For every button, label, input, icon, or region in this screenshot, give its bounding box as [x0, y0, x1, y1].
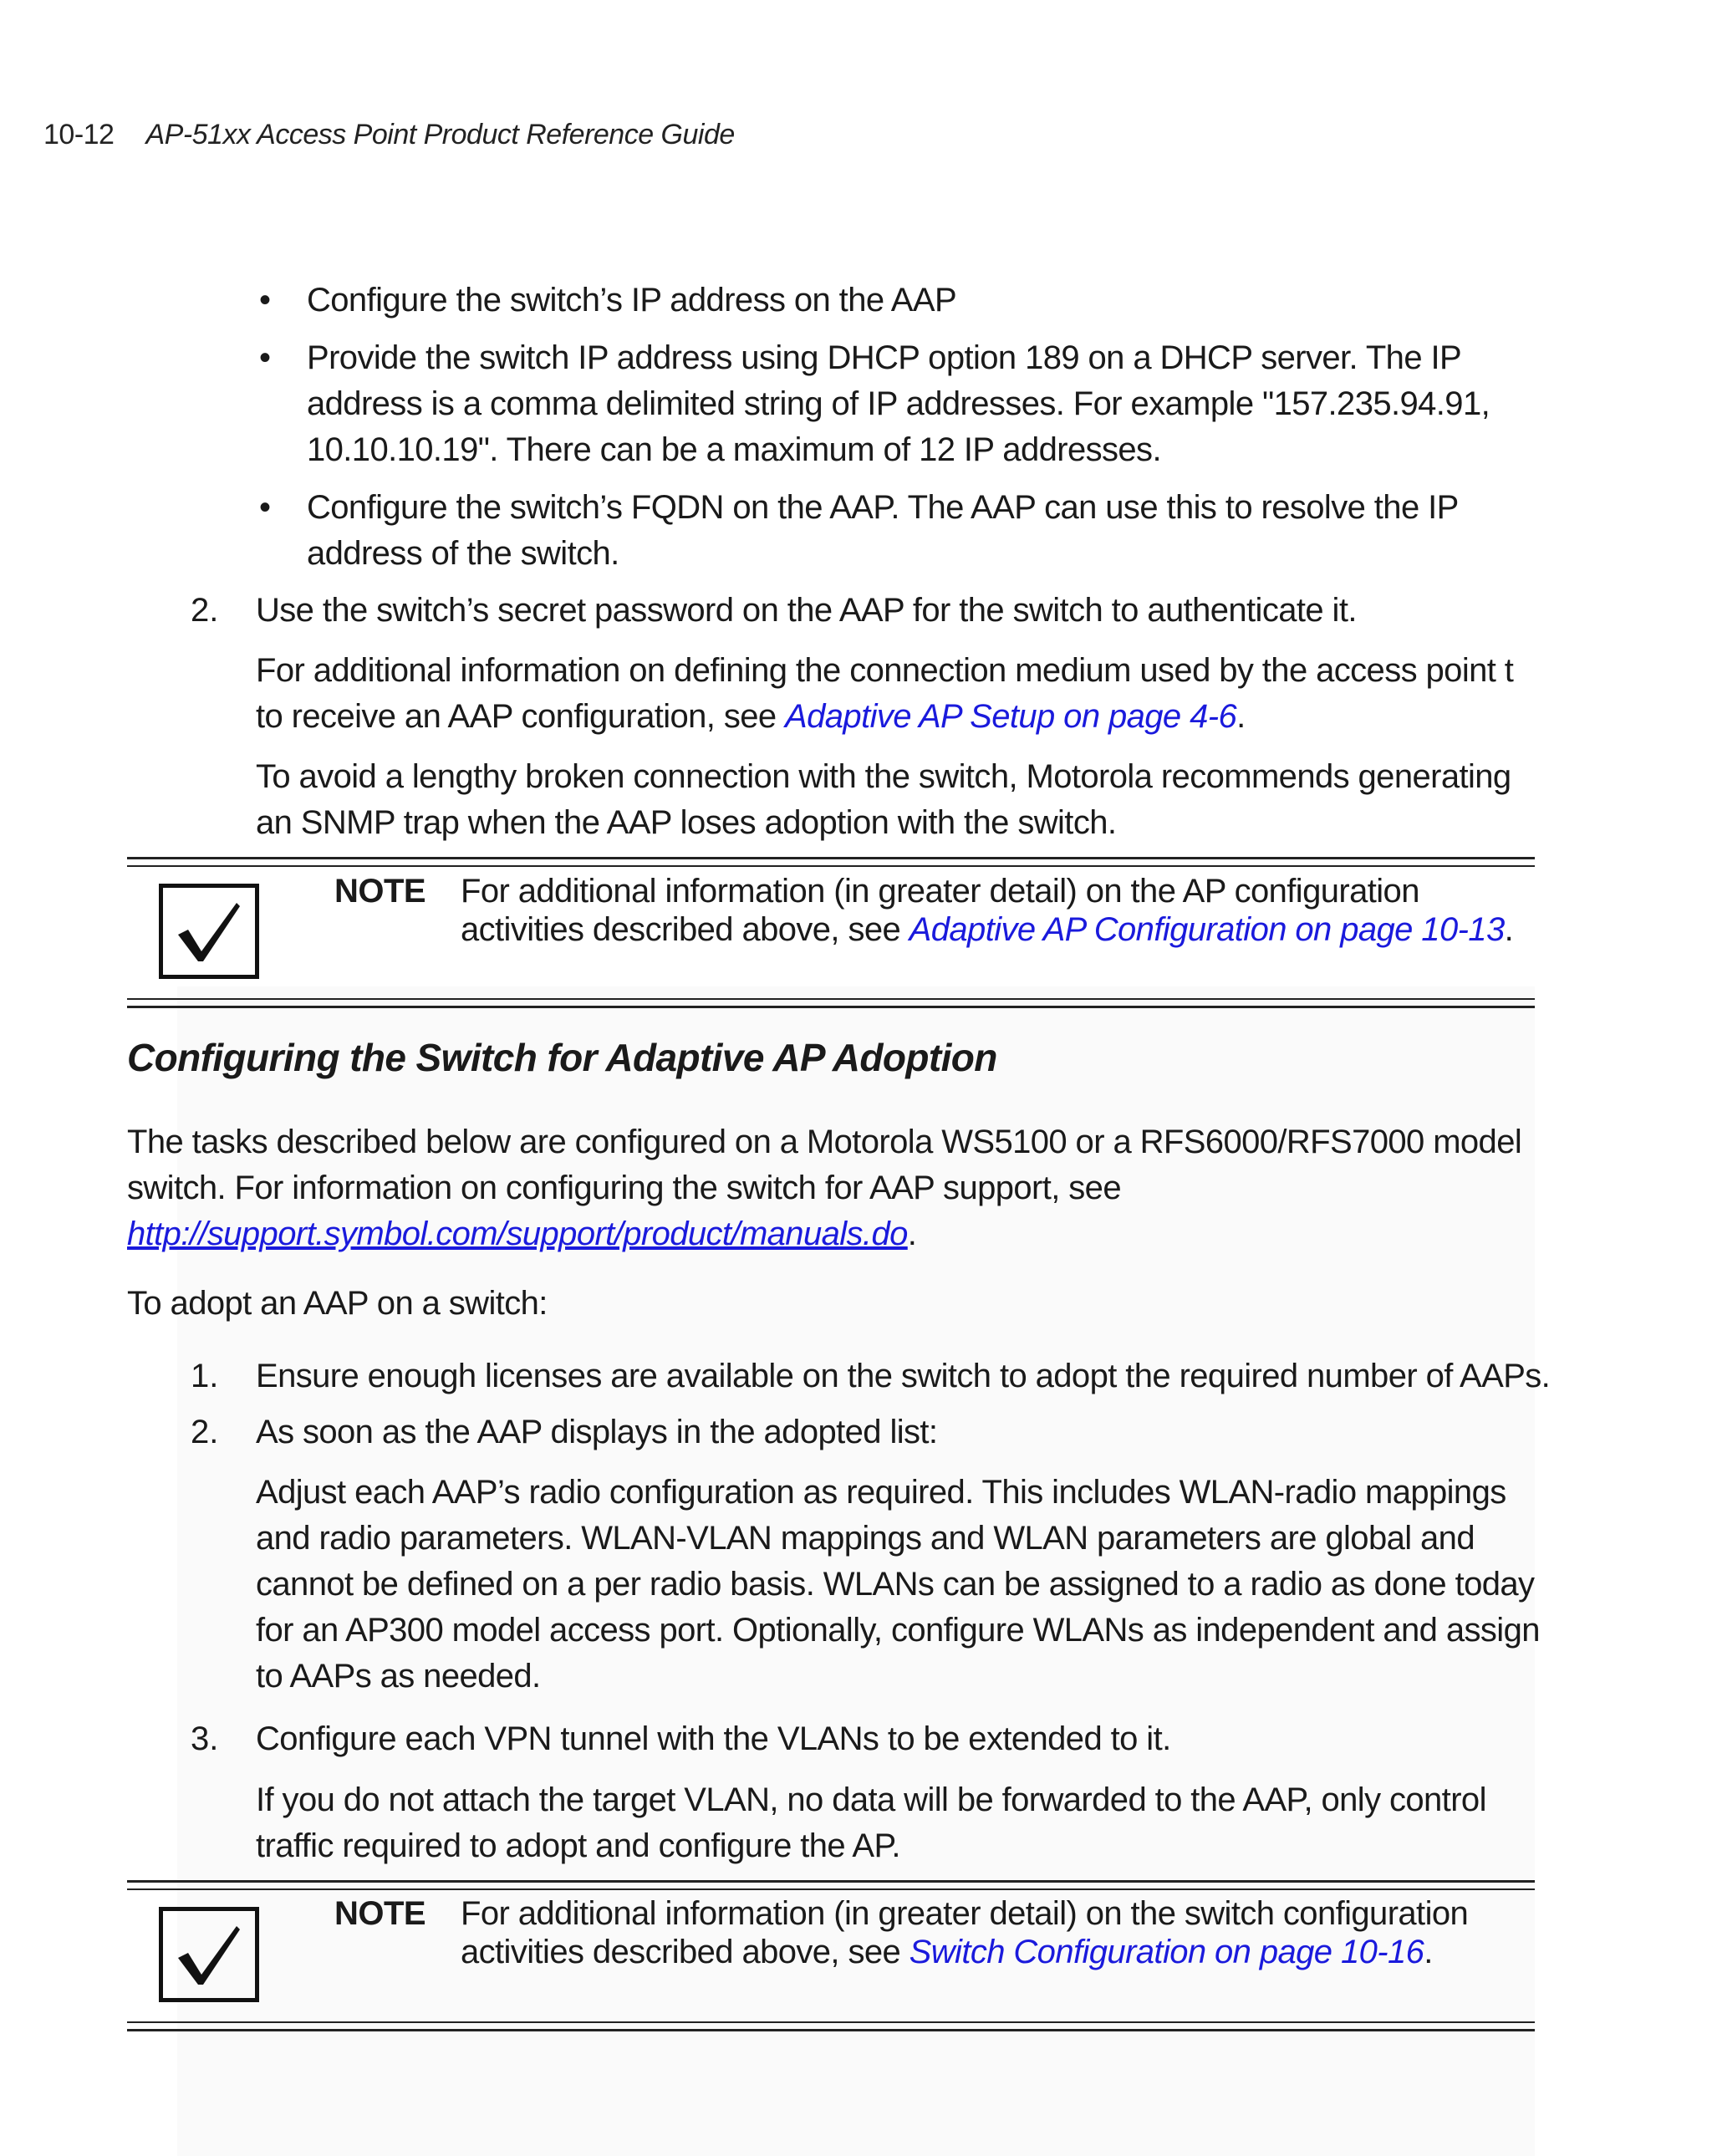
bullet-item: Configure the switch’s IP address on the AAP [307, 282, 957, 319]
note-rule-top [127, 857, 1535, 859]
bullet-dot: • [259, 282, 272, 319]
link-adaptive-ap-setup[interactable]: Adaptive AP Setup on page 4-6 [785, 698, 1237, 735]
link-adaptive-ap-configuration[interactable]: Adaptive AP Configuration on page 10-13 [909, 911, 1505, 948]
step-number: 2. [191, 1414, 219, 1450]
step-number: 3. [191, 1720, 219, 1757]
section-heading: Configuring the Switch for Adaptive AP Adoption [127, 1036, 997, 1079]
link-switch-configuration[interactable]: Switch Configuration on page 10-16 [909, 1934, 1424, 1970]
bullet-dot: • [259, 489, 272, 526]
step-text: Ensure enough licenses are available on the switch to adopt the required number of AAPs. [256, 1358, 1551, 1394]
note-rule-top-inner [127, 865, 1535, 867]
note-label: NOTE [334, 1895, 426, 1932]
check-icon [159, 1907, 259, 2002]
bullet-item: Provide the switch IP address using DHCP option 189 on a DHCP server. The IP address is a comma delimited string of IP addresses. For example "157.235.94.91, 10.10.10.19". There can be a maximum of 12 IP addresses. [307, 339, 1490, 468]
running-header [43, 119, 735, 151]
step-text: Use the switch’s secret password on the AAP for the switch to authenticate it. [256, 592, 1357, 629]
note-rule-bottom [127, 2029, 1535, 2031]
guide-title: AP-51xx Access Point Product Reference Guide [145, 119, 735, 150]
paragraph-snmp: To avoid a lengthy broken connection with the switch, Motorola recommends generating an SNMP trap when the AAP loses adoption with the switch. [256, 758, 1511, 841]
note-rule-bottom-inner [127, 998, 1535, 1000]
link-support-manuals[interactable]: http://support.symbol.com/support/product/manuals.do [127, 1216, 908, 1252]
note-text: For additional information (in greater detail) on the switch configuration activities described above, see Switch Configuration on page 10-16. [461, 1895, 1469, 1970]
step-number: 1. [191, 1358, 219, 1394]
note-text: For additional information (in greater detail) on the AP configuration activities described above, see Adaptive AP Configuration on page 10-13. [461, 873, 1514, 948]
step-detail: Adjust each AAP’s radio configuration as required. This includes WLAN-radio mappings and radio parameters. WLAN-VLAN mappings and WLAN parameters are global and cannot be defined on a per radio basis. WLANs can be assigned to a radio as done today for an AP300 model access port. Optionally, configure WLANs as independent and assign to AAPs as needed. [256, 1474, 1540, 1695]
bullet-item: Configure the switch’s FQDN on the AAP. The AAP can use this to resolve the IP address of the switch. [307, 489, 1458, 572]
page-number: 10-12 [43, 119, 115, 150]
paragraph-connection-medium: For additional information on defining the connection medium used by the access point t to receive an AAP configuration, see Adaptive AP Setup on page 4-6. [256, 652, 1514, 735]
step-text: Configure each VPN tunnel with the VLANs to be extended to it. [256, 1720, 1171, 1757]
note-rule-top [127, 1880, 1535, 1883]
note-label: NOTE [334, 873, 426, 910]
step-text: As soon as the AAP displays in the adopted list: [256, 1414, 938, 1450]
lead-sentence: To adopt an AAP on a switch: [127, 1285, 548, 1322]
note-rule-top-inner [127, 1888, 1535, 1890]
note-rule-bottom [127, 1006, 1535, 1008]
step-detail: If you do not attach the target VLAN, no data will be forwarded to the AAP, only control traffic required to adopt and configure the AP. [256, 1781, 1486, 1864]
check-icon [159, 884, 259, 979]
note-rule-bottom-inner [127, 2021, 1535, 2023]
bullet-dot: • [259, 339, 272, 376]
step-number: 2. [191, 592, 219, 629]
section-intro: The tasks described below are configured on a Motorola WS5100 or a RFS6000/RFS7000 model switch. For information on configuring the switch for AAP support, see http://support.symbol.com/support/product/manuals.do. [127, 1124, 1522, 1252]
